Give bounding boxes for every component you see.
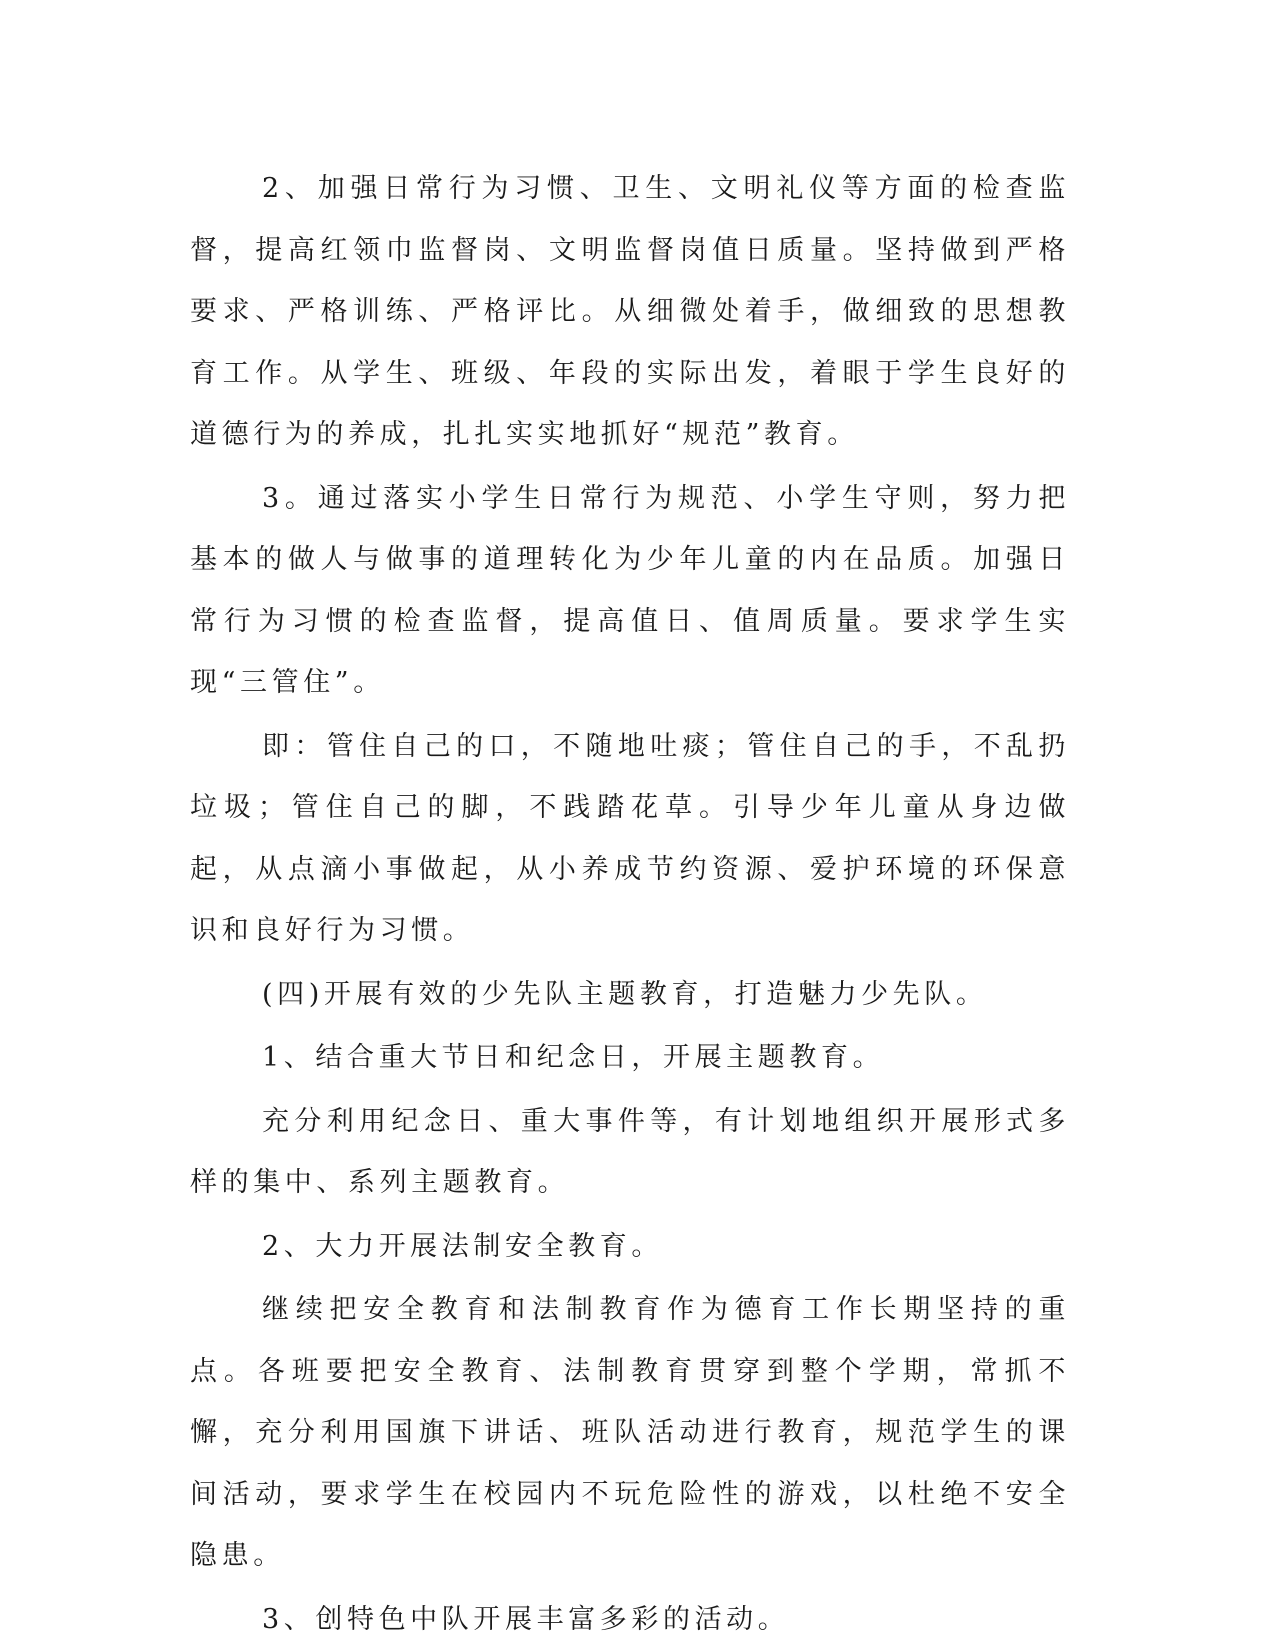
item-heading-festivals: 1、结合重大节日和纪念日，开展主题教育。 (262, 1042, 885, 1073)
item-heading-featured-squadron: 3、创特色中队开展丰富多彩的活动。 (262, 1603, 790, 1635)
paragraph-safety-education: 继续把安全教育和法制教育作为德育工作长期坚持的重点。各班要把安全教育、法制教育贯穿到整个学期，常抓不懈，充分利用国旗下讲话、班队活动进行教育，规范学生的课间活动，要求学生在校园内不玩危险性的游戏，以杜绝不安全隐患。 (190, 1294, 1070, 1571)
paragraph-three-controls: 即：管住自己的口，不随地吐痰；管住自己的手，不乱扔垃圾；管住自己的脚，不践踏花草。引导少年儿童从身边做起，从点滴小事做起，从小养成节约资源、爱护环境的环保意识和良好行为习惯。 (190, 730, 1070, 946)
section-heading-theme-education: (四)开展有效的少先队主题教育，打造魅力少先队。 (262, 978, 988, 1010)
document-page (190, 158, 1070, 1652)
paragraph-code-of-conduct: 3。通过落实小学生日常行为规范、小学生守则，努力把基本的做人与做事的道理转化为少年儿童的内在品质。加强日常行为习惯的检查监督，提高值日、值周质量。要求学生实现“三管住”。 (190, 482, 1070, 698)
paragraph-routine-supervision: 2、加强日常行为习惯、卫生、文明礼仪等方面的检查监督，提高红领巾监督岗、文明监督岗值日质量。坚持做到严格要求、严格训练、严格评比。从细微处着手，做细致的思想教育工作。从学生、班级、年段的实际出发，着眼于学生良好的道德行为的养成，扎扎实实地抓好“规范”教育。 (190, 173, 1070, 450)
paragraph-commemorative-days: 充分利用纪念日、重大事件等，有计划地组织开展形式多样的集中、系列主题教育。 (190, 1105, 1070, 1198)
item-heading-legal-safety: 2、大力开展法制安全教育。 (262, 1230, 663, 1262)
